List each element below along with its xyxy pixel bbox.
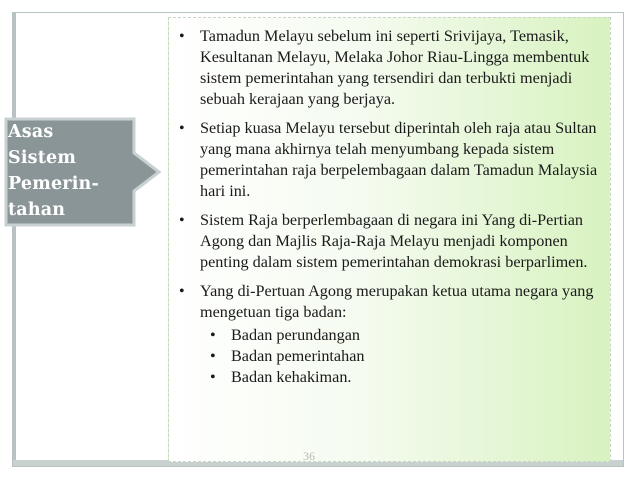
sub-bullet-item bbox=[210, 346, 598, 367]
bullet-marker: • bbox=[179, 283, 185, 300]
sub-bullet-item bbox=[210, 367, 598, 388]
bullet-item bbox=[177, 210, 598, 273]
title-line: tahan bbox=[8, 200, 66, 220]
content-box bbox=[168, 17, 611, 462]
sub-bullet-item bbox=[210, 325, 598, 346]
bullet-list bbox=[169, 18, 610, 388]
title-line: Sistem bbox=[8, 148, 77, 168]
bullet-marker: • bbox=[179, 212, 185, 229]
bullet-item bbox=[177, 281, 598, 388]
title-line: Pemerin- bbox=[8, 174, 99, 194]
page-number: 36 bbox=[303, 449, 315, 463]
sub-bullet-text: Badan perundangan bbox=[231, 326, 361, 344]
bullet-item bbox=[177, 118, 598, 202]
title-line: Asas bbox=[8, 122, 54, 142]
slide-left-band bbox=[13, 13, 16, 466]
sub-bullet-marker: • bbox=[210, 326, 216, 344]
bullet-text: Tamadun Melayu sebelum ini seperti Srivijaya, Temasik, Kesultanan Melayu, Melaka Johor Riau-Lingga membentuk sistem pemerintahan yang tersendiri dan terbukti menjadi sebuah kerajaan yang berjaya. bbox=[200, 27, 590, 108]
bullet-marker: • bbox=[179, 28, 185, 45]
sub-bullet-text: Badan kehakiman. bbox=[231, 368, 352, 386]
sub-bullet-marker: • bbox=[210, 368, 216, 386]
bullet-text: Setiap kuasa Melayu tersebut diperintah oleh raja atau Sultan yang mana akhirnya telah menyumbang kepada sistem pemerintahan raja berpelembagaan dalam Tamadun Malaysia hari ini. bbox=[200, 119, 598, 200]
sub-bullet-text: Badan pemerintahan bbox=[231, 347, 365, 365]
section-title bbox=[8, 119, 136, 223]
bullet-item bbox=[177, 26, 598, 110]
title-callout bbox=[4, 117, 162, 227]
sub-bullet-list bbox=[200, 325, 598, 388]
sub-bullet-marker: • bbox=[210, 347, 216, 365]
bullet-text: Sistem Raja berperlembagaan di negara ini Yang di-Pertian Agong dan Majlis Raja-Raja Melayu menjadi komponen penting dalam sistem pemerintahan demokrasi berparlimen. bbox=[200, 211, 588, 271]
bullet-text: Yang di-Pertuan Agong merupakan ketua utama negara yang mengetuan tiga badan: bbox=[200, 282, 594, 321]
bullet-marker: • bbox=[179, 120, 185, 137]
